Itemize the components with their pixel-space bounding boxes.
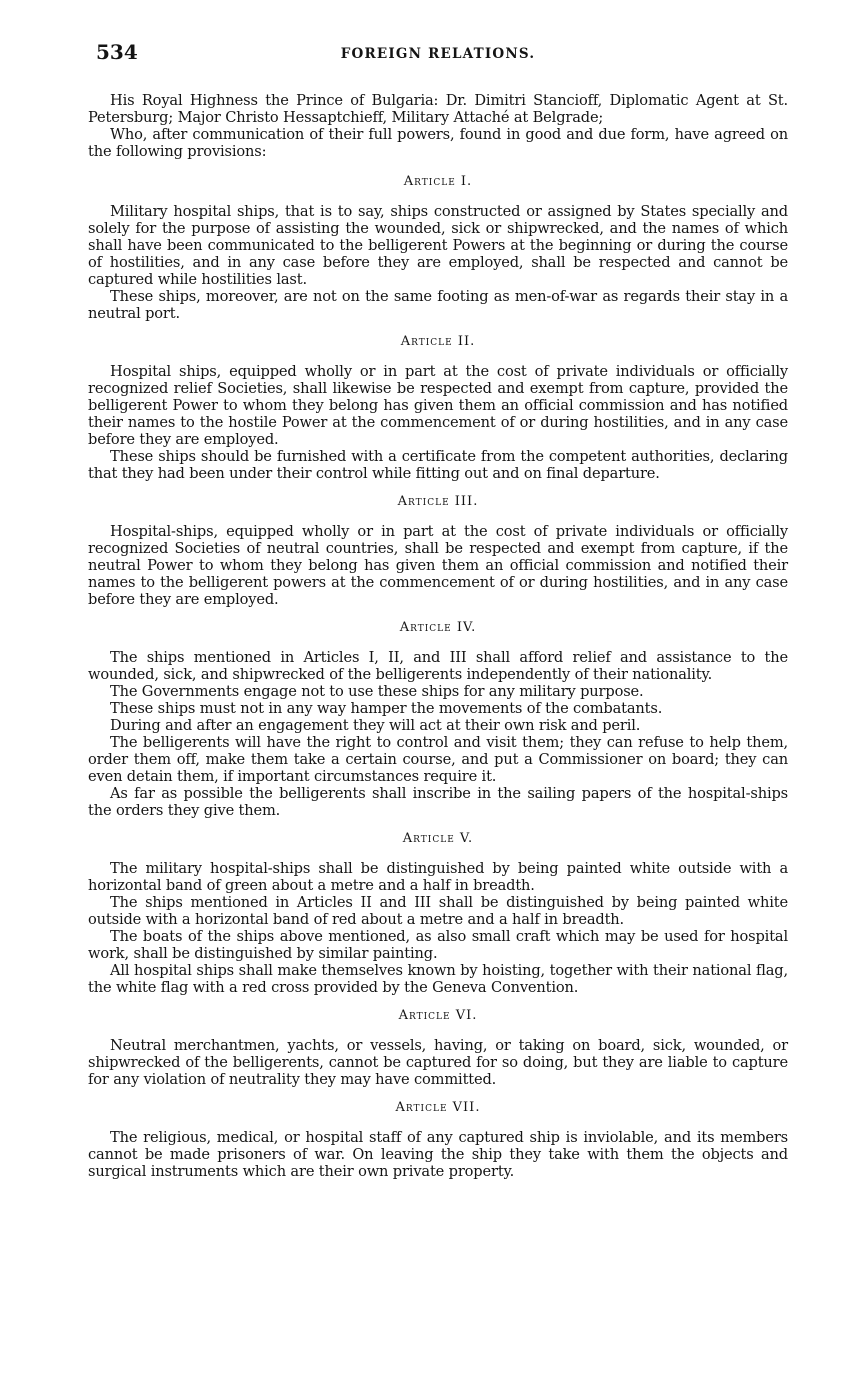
article-6 bbox=[88, 1008, 788, 1088]
article-4 bbox=[88, 620, 788, 819]
article-paragraph: The belligerents will have the right to control and visit them; they can refuse to help them, order them off, make them take a certain course, and put a Commissioner on board; they can even detain them, if important circumstances require it. bbox=[88, 734, 788, 785]
article-paragraph: As far as possible the belligerents shall inscribe in the sailing papers of the hospital-ships the orders they give them. bbox=[88, 785, 788, 819]
article-paragraph: Military hospital ships, that is to say, ships constructed or assigned by States specially and solely for the purpose of assisting the wounded, sick or shipwrecked, and the names of which shall have been communicated to the belligerent Powers at the beginning or during the course of hostilities, and in any case before they are employed, shall be respected and cannot be captured while hostilities last. bbox=[88, 203, 788, 288]
article-5 bbox=[88, 831, 788, 996]
article-7 bbox=[88, 1100, 788, 1180]
article-paragraph: The religious, medical, or hospital staff of any captured ship is inviolable, and its members cannot be made prisoners of war. On leaving the ship they take with them the objects and surgical instruments which are their own private property. bbox=[88, 1129, 788, 1180]
article-3 bbox=[88, 494, 788, 608]
intro-paragraph: Who, after communication of their full powers, found in good and due form, have agreed on the following provisions: bbox=[88, 126, 788, 160]
intro-paragraph: His Royal Highness the Prince of Bulgaria: Dr. Dimitri Stancioff, Diplomatic Agent at St. Petersburg; Major Christo Hessaptchieff, Military Attaché at Belgrade; bbox=[88, 92, 788, 126]
article-paragraph: Neutral merchantmen, yachts, or vessels, having, or taking on board, sick, wounded, or shipwrecked of the belligerents, cannot be captured for so doing, but they are liable to capture for any violation of neutrality they may have committed. bbox=[88, 1037, 788, 1088]
running-head bbox=[88, 40, 788, 72]
article-paragraph: These ships must not in any way hamper the movements of the combatants. bbox=[110, 700, 663, 717]
article-heading: Article II. bbox=[400, 334, 476, 349]
article-paragraph: The boats of the ships above mentioned, as also small craft which may be used for hospital work, shall be distinguished by similar painting. bbox=[88, 928, 788, 962]
article-paragraph: These ships, moreover, are not on the same footing as men-of-war as regards their stay in a neutral port. bbox=[88, 288, 788, 322]
article-paragraph: The Governments engage not to use these ships for any military purpose. bbox=[110, 683, 644, 700]
article-paragraph: All hospital ships shall make themselves known by hoisting, together with their national flag, the white flag with a red cross provided by the Geneva Convention. bbox=[88, 962, 788, 996]
page-number: 534 bbox=[96, 40, 138, 64]
article-heading: Article V. bbox=[402, 831, 474, 846]
article-paragraph: The military hospital-ships shall be distinguished by being painted white outside with a horizontal band of green about a metre and a half in breadth. bbox=[88, 860, 788, 894]
running-title: FOREIGN RELATIONS. bbox=[340, 46, 536, 62]
article-heading: Article VI. bbox=[398, 1008, 478, 1023]
article-paragraph: Hospital ships, equipped wholly or in part at the cost of private individuals or officially recognized relief Societies, shall likewise be respected and exempt from capture, provided the belligerent Power to whom they belong has given them an official commission and has notified their names to the hostile Power at the commencement of or during hostilities, and in any case before they are employed. bbox=[88, 363, 788, 448]
intro-section bbox=[88, 92, 788, 160]
article-paragraph: The ships mentioned in Articles II and III shall be distinguished by being painted white outside with a horizontal band of red about a metre and a half in breadth. bbox=[88, 894, 788, 928]
article-heading: Article IV. bbox=[399, 620, 477, 635]
article-paragraph: The ships mentioned in Articles I, II, and III shall afford relief and assistance to the wounded, sick, and shipwrecked of the belligerents independently of their nationality. bbox=[88, 649, 788, 683]
document-page bbox=[88, 40, 788, 1180]
article-2 bbox=[88, 334, 788, 482]
article-heading: Article I. bbox=[403, 174, 473, 189]
article-heading: Article VII. bbox=[395, 1100, 481, 1115]
article-paragraph: Hospital-ships, equipped wholly or in part at the cost of private individuals or officially recognized Societies of neutral countries, shall be respected and exempt from capture, if the neutral Power to whom they belong has given them an official commission and notified their names to the belligerent powers at the commencement of or during hostilities, and in any case before they are employed. bbox=[88, 523, 788, 608]
article-1 bbox=[88, 174, 788, 322]
article-heading: Article III. bbox=[397, 494, 479, 509]
article-paragraph: These ships should be furnished with a certificate from the competent authorities, declaring that they had been under their control while fitting out and on final departure. bbox=[88, 448, 788, 482]
article-paragraph: During and after an engagement they will act at their own risk and peril. bbox=[110, 717, 641, 734]
